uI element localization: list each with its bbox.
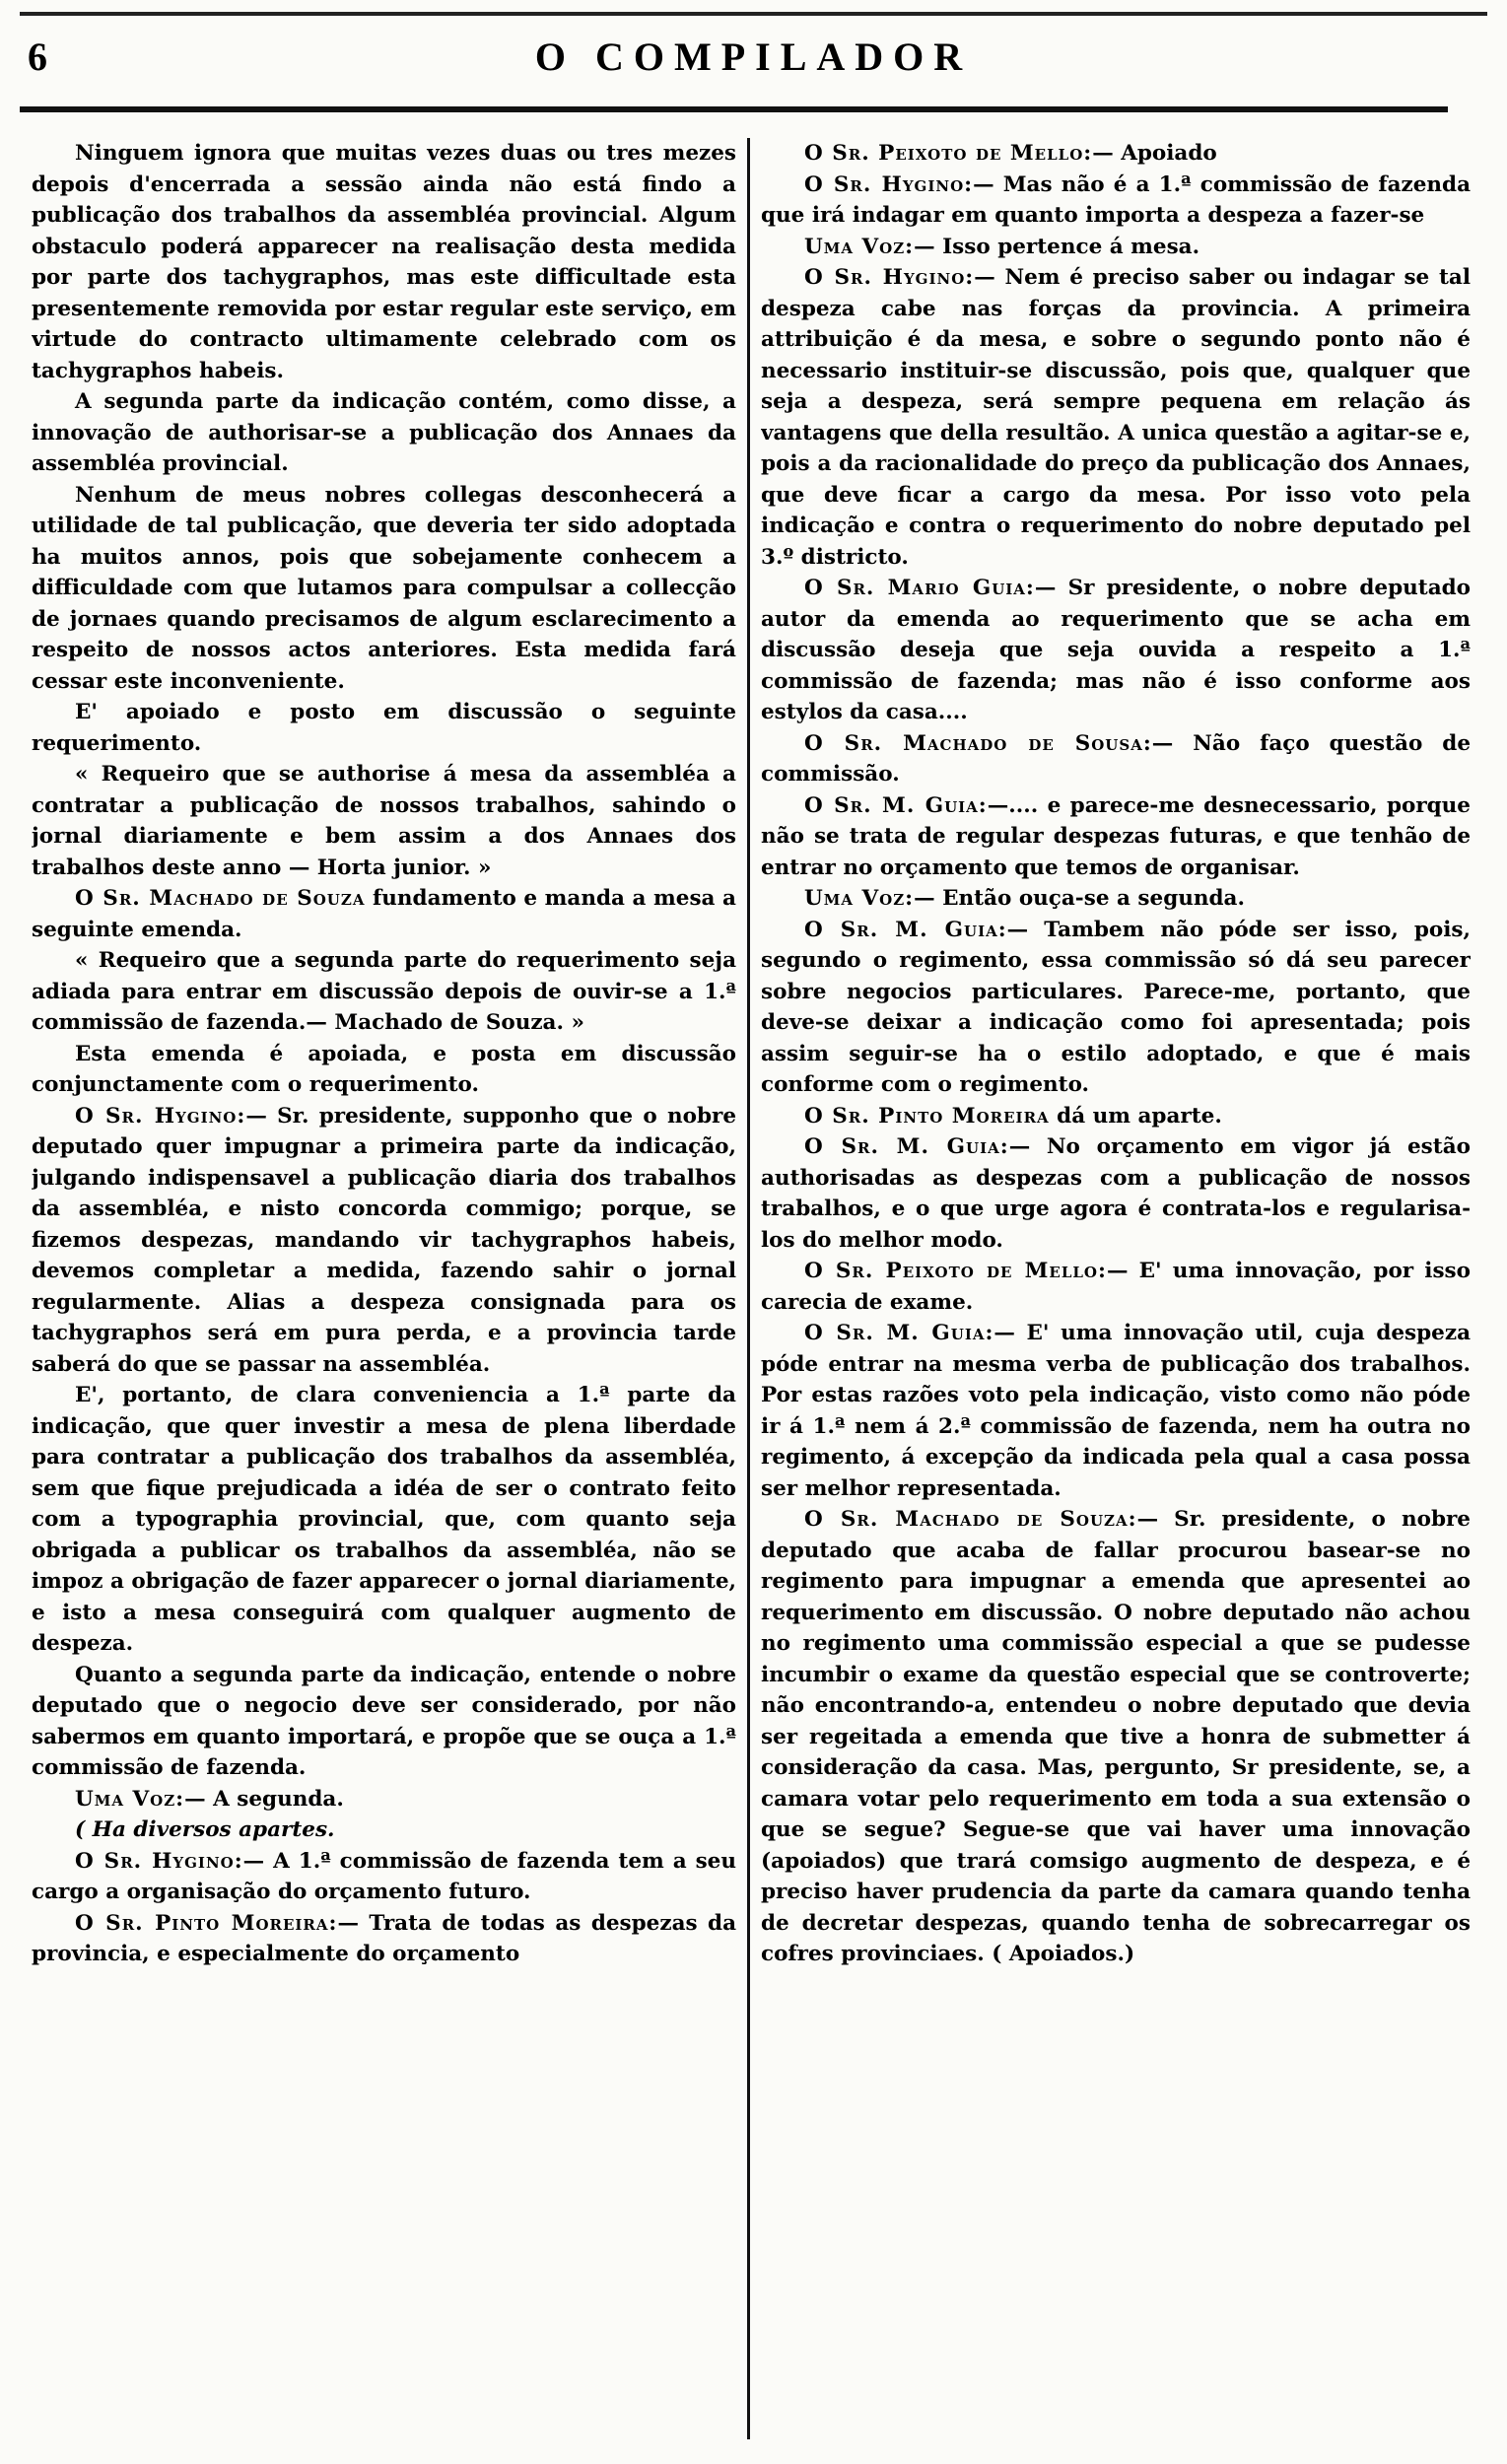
paragraph-speech: O Sr. Machado de Sousa:— Não faço questão de commissão.: [761, 730, 1471, 787]
speaker-name: Uma Voz:: [75, 1786, 185, 1812]
speaker-name: O Sr. M. Guia:: [804, 917, 1007, 942]
paragraph-speech: Uma Voz:— A segunda.: [75, 1786, 344, 1812]
speaker-name: O Sr. Peixoto de Mello:: [804, 1259, 1107, 1283]
column-divider: [747, 138, 750, 2439]
speaker-name: O Sr. Pinto Moreira:: [75, 1910, 338, 1936]
speaker-name: O Sr. Peixoto de Mello:: [804, 141, 1093, 166]
speaker-name: O Sr. M. Guia:: [804, 1321, 994, 1345]
page-header: [0, 0, 1507, 118]
paragraph: Ninguem ignora que muitas vezes duas ou tres mezes depois d'encerrada a sessão ainda não está findo a publicação dos trabalhos da assembléa provincial. Algum obstaculo poderá apparecer na realisação desta medida por parte dos tachygraphos, mas este difficultade esta presentemente removida por estar regular este serviço, em virtude do contracto ultimamente celebrado com os tachygraphos habeis.: [32, 141, 736, 383]
paragraph-note: ( Ha diversos apartes.: [75, 1817, 335, 1842]
page-number: 6: [28, 34, 47, 79]
header-top-rule: [20, 12, 1487, 16]
paragraph-speech: O Sr. Machado de Souza:— Sr. presidente, o nobre deputado que acaba de fallar procurou basear-se no regimento para impugnar a emenda que apresentei ao requerimento em discussão. O nobre deputado não achou no regimento uma commissão especial a que se pudesse incumbir o exame da questão especial que se controverte; não encontrando-a, entendeu o nobre deputado que devia ser regeitada a emenda que tive a honra de submetter á consideração da casa. Mas, pergunto, Sr presidente, se, a camara votar pelo requerimento em toda a sua extensão o que se segue? Segue-se que vai haver uma innovação (apoiados) que trará comsigo augmento de despeza, e é preciso haver prudencia da parte da camara quando tenha de decretar despezas, quando tenha de sobrecarregar os cofres provinciaes. ( Apoiados.): [761, 1507, 1471, 1966]
paragraph-speech: O Sr. Peixoto de Mello:— E' uma innovação, por isso carecia de exame.: [761, 1259, 1471, 1315]
header-bottom-rule: [20, 106, 1448, 112]
speaker-name: O Sr. Hygino:: [75, 1103, 246, 1129]
paragraph: E' apoiado e posto em discussão o seguinte requerimento.: [32, 700, 736, 756]
paragraph-speech: O Sr. Hygino:— A 1.ª commissão de fazenda tem a seu cargo a organisação do orçamento futuro.: [32, 1848, 736, 1904]
paragraph-speech: O Sr. Hygino:— Mas não é a 1.ª commissão de fazenda que irá indagar em quanto importa a despeza a fazer-se: [761, 171, 1471, 228]
paragraph-speech: O Sr. M. Guia:—.... e parece-me desnecessario, porque não se trata de regular despezas futuras, e que tenhão de entrar no orçamento que temos de organisar.: [761, 792, 1471, 880]
speaker-name: O Sr. M. Guia:: [804, 792, 988, 818]
speaker-name: O Sr. Hygino:: [804, 265, 975, 290]
paragraph-speech: O Sr. M. Guia:— No orçamento em vigor já estão authorisadas as despezas com a publicação de nossos trabalhos, e o que urge agora é contrata-los e regularisa-los do melhor modo.: [761, 1134, 1471, 1253]
paragraph-speech: O Sr. Hygino:— Sr. presidente, supponho que o nobre deputado quer impugnar a primeira parte da indicação, julgando indispensavel a publicação diaria dos trabalhos da assembléa, e nisto concorda commigo; porque, se fizemos despezas, mandando vir tachygraphos habeis, devemos completar a medida, fazendo sahir o jornal regularmente. Alias a despeza consignada para os tachygraphos será em pura perda, e a provincia tarde saberá do que se passar na assembléa.: [32, 1103, 736, 1377]
paragraph-speech: O Sr. M. Guia:— Tambem não póde ser isso, pois, segundo o regimento, essa commissão só dá seu parecer sobre negocios particulares. Parece-me, portanto, que deve-se deixar a indicação como foi apresentada; pois assim seguir-se ha o estilo adoptado, e que é mais conforme com o regimento.: [761, 917, 1471, 1097]
speaker-name: O Sr. M. Guia:: [804, 1134, 1009, 1159]
paragraph: Esta emenda é apoiada, e posta em discussão conjunctamente com o requerimento.: [32, 1041, 736, 1097]
masthead-title: O COMPILADOR: [534, 34, 973, 79]
speaker-name: Uma Voz:: [804, 886, 915, 911]
paragraph-emenda: « Requeiro que a segunda parte do requerimento seja adiada para entrar em discussão depois de ouvir-se a 1.ª commissão de fazenda.— Machado de Souza. »: [32, 948, 736, 1035]
speaker-name: O Sr. Machado de Sousa:: [804, 730, 1152, 756]
paragraph: Quanto a segunda parte da indicação, entende o nobre deputado que o negocio deve ser considerado, por não sabermos em quanto importará, e propõe que se ouça a 1.ª commissão de fazenda.: [32, 1662, 736, 1780]
paragraph-speech: Uma Voz:— Então ouça-se a segunda.: [804, 886, 1245, 911]
speaker-name: O Sr. Machado de Souza:: [804, 1507, 1137, 1532]
speaker-name: Uma Voz:: [804, 234, 915, 259]
paragraph-speech: O Sr. Pinto Moreira:— Trata de todas as despezas da provincia, e especialmente do orçamento: [32, 1910, 736, 1966]
paragraph-speech: O Sr. Pinto Moreira dá um aparte.: [804, 1103, 1222, 1129]
paragraph-speech: O Sr. Mario Guia:— Sr presidente, o nobre deputado autor da emenda ao requerimento que se acha em discussão deseja que seja ouvida a respeito a 1.ª commissão de fazenda; mas não é isso conforme aos estylos da casa....: [761, 576, 1471, 724]
speaker-name: O Sr. Machado de Souza: [75, 886, 366, 911]
speaker-name: O Sr. Mario Guia:: [804, 576, 1035, 600]
paragraph-speech: O Sr. Peixoto de Mello:— Apoiado: [804, 141, 1217, 166]
paragraph-speech: O Sr. Machado de Souza fundamento e manda a mesa a seguinte emenda.: [32, 886, 736, 942]
paragraph-requerimento: « Requeiro que se authorise á mesa da assembléa a contratar a publicação de nossos trabalhos, sahindo o jornal diariamente e bem assim a dos Annaes dos trabalhos deste anno — Horta junior. »: [32, 762, 736, 880]
paragraph: E', portanto, de clara conveniencia a 1.ª parte da indicação, que quer investir a mesa de plena liberdade para contratar a publicação dos trabalhos da assembléa, sem que fique prejudicada a idéa de ser o contrato feito com a typographia provincial, que, com quanto seja obrigada a publicar os trabalhos da assembléa, não se impoz a obrigação de fazer apparecer o jornal diariamente, e isto a mesa conseguirá com qualquer augmento de despeza.: [32, 1383, 736, 1656]
paragraph-speech: O Sr. Hygino:— Nem é preciso saber ou indagar se tal despeza cabe nas forças da provincia. A primeira attribuição é da mesa, e sobre o segundo ponto não é necessario instituir-se discussão, pois que, qualquer que seja a despeza, será sempre pequena em relação ás vantagens que della resultão. A unica questão a agitar-se e, pois a da racionalidade do preço da publicação dos Annaes, que deve ficar a cargo da mesa. Por isso voto pela indicação e contra o requerimento do nobre deputado pel 3.º districto.: [761, 265, 1471, 570]
speaker-name: O Sr. Hygino:: [804, 171, 974, 197]
speaker-name: O Sr. Pinto Moreira: [804, 1103, 1050, 1129]
speaker-name: O Sr. Hygino:: [75, 1848, 243, 1874]
paragraph: Nenhum de meus nobres collegas desconhecerá a utilidade de tal publicação, que deveria ter sido adoptada ha muitos annos, pois que sobejamente conhecem a difficuldade com que lutamos para compulsar a collecção de jornaes quando precisamos de algum esclarecimento a respeito de nossos actos anteriores. Esta medida fará cessar este inconveniente.: [32, 482, 736, 694]
paragraph: A segunda parte da indicação contém, como disse, a innovação de authorisar-se a publicação dos Annaes da assembléa provincial.: [32, 389, 736, 476]
paragraph-speech: O Sr. M. Guia:— E' uma innovação util, cuja despeza póde entrar na mesma verba de publicação dos trabalhos. Por estas razões voto pela indicação, visto como não póde ir á 1.ª nem á 2.ª commissão de fazenda, nem ha outra no regimento, á excepção da indicada pela qual a casa possa ser melhor representada.: [761, 1321, 1471, 1501]
paragraph-speech: Uma Voz:— Isso pertence á mesa.: [804, 234, 1200, 259]
left-column: [32, 138, 736, 2444]
right-column: [761, 138, 1471, 2444]
